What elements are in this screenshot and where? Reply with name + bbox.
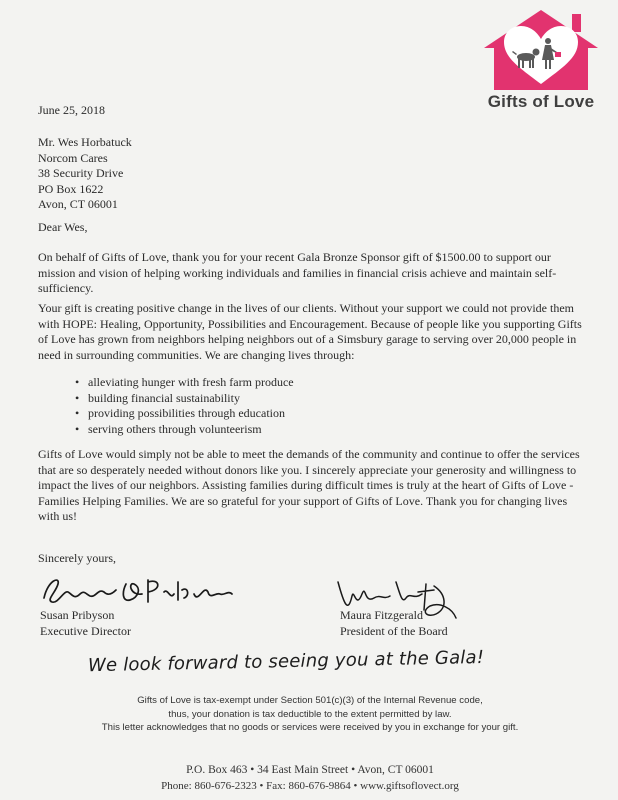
paragraph-impact: Your gift is creating positive change in the lives of our clients. Without your support we could not provide them with HOPE: Healing, Opportunity, Possibilities and Encouragement. Because of people like you supporting Gifts of Love has grown from neighbors helping neighbors out of a Simsbury garage to serving over 20,000 people in need in surrounding communities. We are changing lives through:	[38, 301, 582, 362]
signer-name: Maura Fitzgerald	[340, 608, 423, 622]
list-item: • building financial sustainability	[38, 391, 294, 407]
salutation: Dear Wes,	[38, 220, 88, 234]
address-line: Norcom Cares	[38, 150, 108, 165]
letterhead-footer	[60, 762, 560, 794]
gifts-of-love-logo	[482, 8, 600, 92]
logo-wordmark: Gifts of Love	[487, 92, 595, 111]
list-item: • providing possibilities through education	[38, 406, 294, 422]
handwritten-signature-icon	[38, 570, 238, 610]
signer-title: Executive Director	[40, 623, 131, 638]
tax-exempt-notice	[60, 694, 560, 735]
address-line: Mr. Wes Horbatuck	[38, 135, 132, 149]
handwritten-note: We look forward to seeing you at the Gala!	[87, 646, 485, 677]
signer-susan-block	[40, 608, 131, 639]
signer-title: President of the Board	[340, 623, 448, 638]
letter-date: June 25, 2018	[38, 103, 105, 117]
house-heart-icon	[482, 8, 600, 92]
paragraph-thank-you: On behalf of Gifts of Love, thank you for your recent Gala Bronze Sponsor gift of $1500.00 to support our mission and vision of helping working individuals and families in financial crisis achieve and maintain self-sufficiency.	[38, 250, 557, 295]
address-line: Avon, CT 06001	[38, 197, 118, 211]
paragraph-gratitude: Gifts of Love would simply not be able to meet the demands of the community and continue to offer the services that are so desperately needed without donors like you. I sincerely appreciate your generosity and willingness to impact the lives of our neighbors. Assisting families during difficult times is truly at the heart of Gifts of Love - Families Helping Families. We are so grateful for your support of Gifts of Love. Thank you for changing lives with us!	[38, 447, 580, 523]
list-item: • serving others through volunteerism	[38, 422, 294, 438]
footer-address: P.O. Box 463 • 34 East Main Street • Avon, CT 06001	[186, 764, 434, 776]
legal-line: Gifts of Love is tax-exempt under Section 501(c)(3) of the Internal Revenue code,	[137, 695, 483, 706]
signer-maura-block	[340, 608, 448, 639]
recipient-address	[38, 135, 132, 213]
address-line: PO Box 1622	[38, 181, 104, 196]
list-item: • alleviating hunger with fresh farm produce	[38, 375, 294, 391]
signer-name: Susan Pribyson	[40, 608, 115, 622]
legal-line: thus, your donation is tax deductible to the extent permitted by law.	[168, 708, 452, 720]
address-line: 38 Security Drive	[38, 166, 124, 180]
closing: Sincerely yours,	[38, 551, 116, 565]
legal-line: This letter acknowledges that no goods or services were received by you in exchange for your gift.	[101, 722, 519, 733]
footer-contact: Phone: 860-676-2323 • Fax: 860-676-9864 • www.giftsoflovect.org	[161, 780, 459, 792]
impact-list	[38, 375, 294, 437]
